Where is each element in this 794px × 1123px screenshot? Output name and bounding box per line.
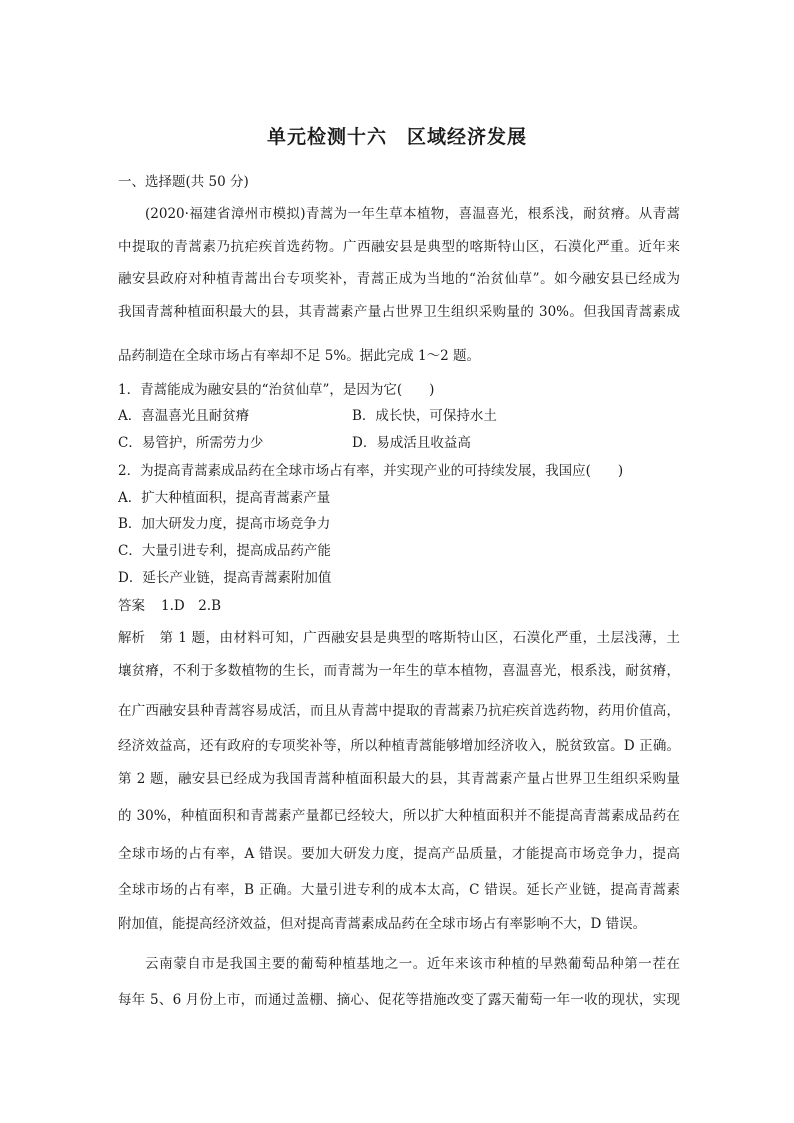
question-2-option-d: D．延长产业链，提高青蒿素附加值 [118,570,332,586]
passage2-line-1: 云南蒙自市是我国主要的葡萄种植基地之一。近年来该市种植的早熟葡萄品种第一茬在 [145,956,680,972]
page-title: 单元检测十六 区域经济发展 [266,126,527,148]
passage2-line-2: 每年 5、6 月份上市，而通过盖棚、摘心、促花等措施改变了露天葡萄一年一收的现状，实现 [118,992,680,1008]
passage1-line-4: 我国青蒿种植面积最大的县，其青蒿素产量占世界卫生组织采购量的 30%。但我国青蒿素成 [118,304,680,320]
passage1-line-3: 融安县政府对种植青蒿出台专项奖补，青蒿正成为当地的“治贫仙草”。如今融安县已经成为 [118,271,680,287]
question-1-option-d: D．易成活且收益高 [352,435,471,451]
analysis-line-9: 附加值，能提高经济效益，但对提高青蒿素成品药在全球市场占有率影响不大，D 错误。 [118,916,647,932]
analysis-line-3: 在广西融安县种青蒿容易成活，而且从青蒿中提取的青蒿素乃抗疟疾首选药物，药用价值高， [118,703,680,719]
question-2-option-c: C．大量引进专利，提高成品药产能 [118,543,331,559]
analysis-line-4: 经济效益高，还有政府的专项奖补等，所以种植青蒿能够增加经济收入，脱贫致富。D 正确。 [118,738,680,754]
question-1-option-c: C．易管护，所需劳力少 [118,435,264,451]
analysis-text-1: 第 1 题，由材料可知，广西融安县是典型的喀斯特山区，石漠化严重，土层浅薄，土 [159,630,680,646]
question-1-stem: 1．青蒿能成为融安县的“治贫仙草”，是因为它( ) [118,382,435,398]
question-1-option-b: B．成长快，可保持水土 [352,408,497,424]
question-1-option-a: A．喜温喜光且耐贫瘠 [118,408,250,424]
answer-value: 1.D 2.B [161,598,222,614]
analysis-line-1 [118,628,680,648]
section-heading: 一、选择题(共 50 分) [118,174,249,190]
passage1-line-5: 品药制造在全球市场占有率却不足 5%。据此完成 1～2 题。 [118,348,480,364]
answer-label: 答案 [118,598,145,614]
question-2-stem: 2．为提高青蒿素成品药在全球市场占有率，并实现产业的可持续发展，我国应( ) [118,463,624,479]
question-2-option-b: B．加大研发力度，提高市场竞争力 [118,516,331,532]
answer-row [118,596,680,616]
passage1-line-2: 中提取的青蒿素乃抗疟疾首选药物。广西融安县是典型的喀斯特山区，石漠化严重。近年来 [118,239,680,255]
analysis-line-5: 第 2 题，融安县已经成为我国青蒿种植面积最大的县，其青蒿素产量占世界卫生组织采购量 [118,771,680,787]
question-2-option-a: A．扩大种植面积，提高青蒿素产量 [118,490,331,506]
analysis-line-6: 的 30%，种植面积和青蒿素产量都已经较大，所以扩大种植面积并不能提高青蒿素成品药在 [118,808,680,824]
analysis-line-8: 全球市场的占有率，B 正确。大量引进专利的成本太高，C 错误。延长产业链，提高青蒿素 [118,882,680,898]
analysis-line-7: 全球市场的占有率，A 错误。要加大研发力度，提高产品质量，才能提高市场竞争力，提高 [118,846,680,862]
analysis-line-2: 壤贫瘠，不利于多数植物的生长，而青蒿为一年生的草本植物，喜温喜光，根系浅，耐贫瘠， [118,663,680,679]
analysis-label: 解析 [118,630,145,646]
passage1-line-1: (2020·福建省漳州市模拟)青蒿为一年生草本植物，喜温喜光，根系浅，耐贫瘠。从青蒿 [145,206,680,222]
